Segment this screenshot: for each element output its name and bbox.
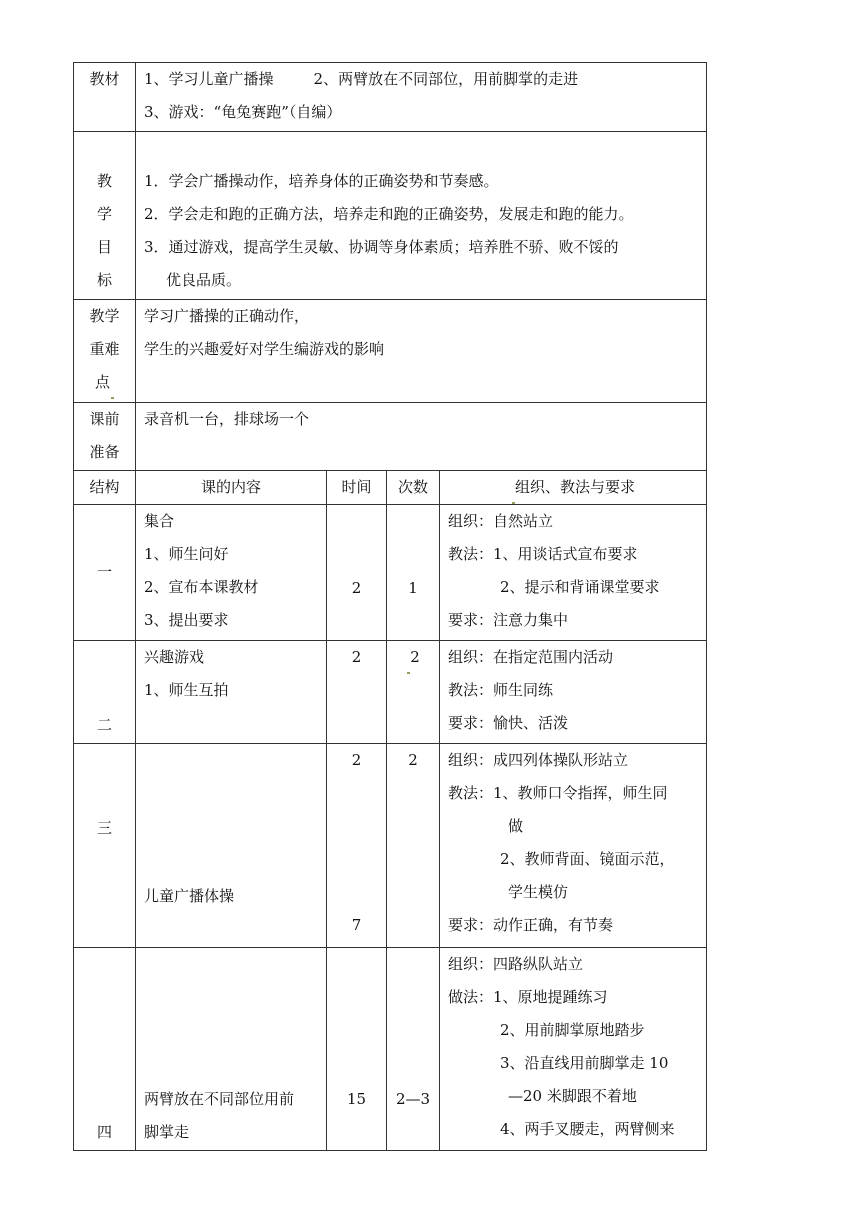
section-content: 两臂放在不同部位用前 脚掌走 bbox=[136, 948, 327, 1151]
section-content: 儿童广播体操 bbox=[136, 744, 327, 948]
edit-mark bbox=[512, 502, 515, 504]
section-method: 组织：在指定范围内活动 教法：师生同练 要求：愉快、活泼 bbox=[440, 641, 707, 744]
goal-item: 1．学会广播操动作，培养身体的正确姿势和节奏感。 bbox=[144, 172, 499, 190]
section-time: 15 bbox=[327, 948, 387, 1151]
section-structure: 三 bbox=[74, 744, 136, 948]
section-content: 集合 1、师生问好 2、宣布本课教材 3、提出要求 bbox=[136, 505, 327, 641]
textbook-label: 教材 bbox=[74, 63, 136, 132]
key-points-row bbox=[74, 300, 707, 403]
key-points-content bbox=[136, 300, 707, 403]
key-point-item: 学习广播操的正确动作， bbox=[144, 307, 310, 325]
section-method: 组织：成四列体操队形站立 教法：1、教师口令指挥，师生同 做 2、教师背面、镜面示范， 学生模仿 要求：动作正确，有节奏 bbox=[440, 744, 707, 948]
table-header-row bbox=[74, 471, 707, 505]
goal-item: 2．学会走和跑的正确方法，培养走和跑的正确姿势，发展走和跑的能力。 bbox=[144, 205, 634, 223]
prep-row bbox=[74, 403, 707, 471]
header-structure: 结构 bbox=[74, 471, 136, 505]
textbook-content bbox=[136, 63, 707, 132]
section-content: 兴趣游戏 1、师生互拍 bbox=[136, 641, 327, 744]
section-method: 组织：自然站立 教法：1、用谈话式宣布要求 2、提示和背诵课堂要求 要求：注意力集中 bbox=[440, 505, 707, 641]
section-time: 2 bbox=[327, 505, 387, 641]
textbook-row bbox=[74, 63, 707, 132]
edit-mark bbox=[407, 672, 410, 674]
textbook-item-2: 2、两臂放在不同部位，用前脚掌的走进 bbox=[313, 70, 579, 88]
edit-mark bbox=[111, 397, 114, 399]
key-points-label: 教学 重难 点 bbox=[74, 300, 136, 403]
textbook-item-1: 1、学习儿童广播操 bbox=[144, 70, 274, 88]
goal-item: 优良品质。 bbox=[166, 271, 242, 289]
header-count: 次数 bbox=[387, 471, 440, 505]
textbook-item-3: 3、游戏：“龟兔赛跑”（自编） bbox=[144, 103, 342, 121]
section-row bbox=[74, 641, 707, 744]
section-structure: 四 bbox=[74, 948, 136, 1151]
header-time: 时间 bbox=[327, 471, 387, 505]
goal-item: 3．通过游戏，提高学生灵敏、协调等身体素质；培养胜不骄、败不馁的 bbox=[144, 238, 619, 256]
section-time: 2 7 bbox=[327, 744, 387, 948]
key-point-item: 学生的兴趣爱好对学生编游戏的影响 bbox=[144, 340, 385, 358]
goals-label: 教 学 目 标 bbox=[74, 132, 136, 300]
section-count: 2—3 bbox=[387, 948, 440, 1151]
header-content: 课的内容 bbox=[136, 471, 327, 505]
section-structure: 二 bbox=[74, 641, 136, 744]
section-count: 2 bbox=[387, 744, 440, 948]
lesson-plan-table bbox=[73, 62, 707, 1151]
section-method: 组织：四路纵队站立 做法：1、原地提踵练习 2、用前脚掌原地踏步 3、沿直线用前脚掌走 10 —20 米脚跟不着地 4、两手叉腰走，两臂侧来 bbox=[440, 948, 707, 1151]
section-count: 1 bbox=[387, 505, 440, 641]
section-time: 2 bbox=[327, 641, 387, 744]
prep-label: 课前 准备 bbox=[74, 403, 136, 471]
section-row bbox=[74, 948, 707, 1151]
section-count: 2 bbox=[387, 641, 440, 744]
goals-content bbox=[136, 132, 707, 300]
header-method: 组织、教法与要求 bbox=[440, 471, 707, 505]
section-row bbox=[74, 744, 707, 948]
prep-content: 录音机一台，排球场一个 bbox=[136, 403, 707, 471]
section-structure: 一 bbox=[74, 505, 136, 641]
section-row bbox=[74, 505, 707, 641]
goals-row bbox=[74, 132, 707, 300]
